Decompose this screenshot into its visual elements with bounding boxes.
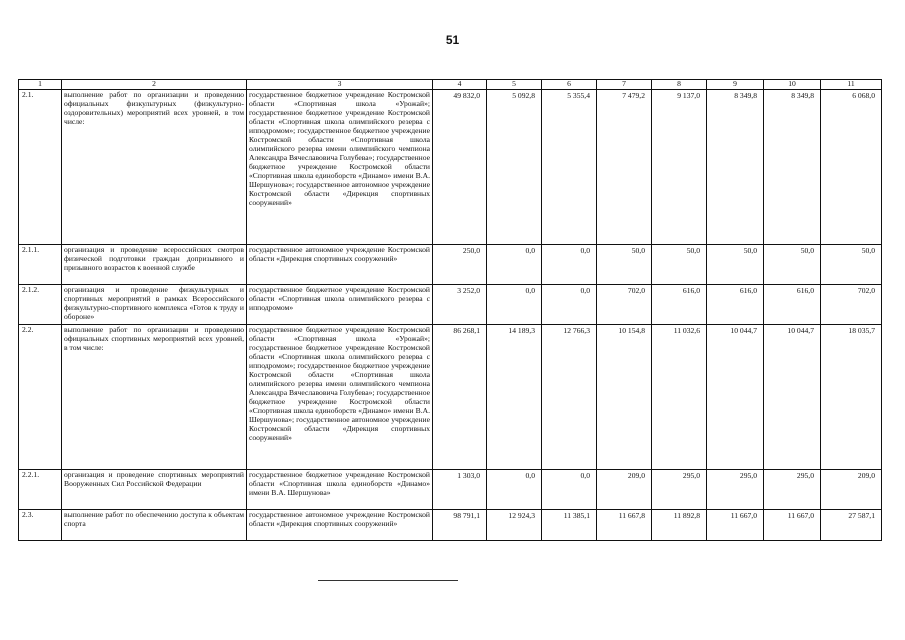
- value-cell: 11 667,8: [597, 510, 652, 541]
- value-cell: 0,0: [487, 245, 542, 285]
- value-cell: 11 892,8: [652, 510, 707, 541]
- row-executor: государственное бюджетное учреждение Костромской области «Спортивная школа олимпийского резерва с ипподромом»: [247, 285, 433, 325]
- value-cell: 50,0: [764, 245, 821, 285]
- value-cell: 616,0: [707, 285, 764, 325]
- header-cell: 3: [247, 80, 433, 90]
- value-cell: 50,0: [821, 245, 882, 285]
- value-cell: 50,0: [652, 245, 707, 285]
- value-cell: 295,0: [652, 470, 707, 510]
- value-cell: 11 667,0: [764, 510, 821, 541]
- row-name: выполнение работ по организации и проведению официальных физкультурных (физкультурно-оздоровительных) мероприятий всех уровней, в том числе:: [62, 90, 247, 245]
- table-row: [19, 285, 882, 325]
- value-cell: 702,0: [597, 285, 652, 325]
- value-cell: 49 832,0: [433, 90, 487, 245]
- value-cell: 12 766,3: [542, 325, 597, 470]
- value-cell: 14 189,3: [487, 325, 542, 470]
- value-cell: 7 479,2: [597, 90, 652, 245]
- value-cell: 616,0: [652, 285, 707, 325]
- row-code: 2.1.: [19, 90, 62, 245]
- table-row: [19, 245, 882, 285]
- table-row: [19, 90, 882, 245]
- value-cell: 295,0: [764, 470, 821, 510]
- row-name: организация и проведение физкультурных и спортивных мероприятий в рамках Всероссийского физкультурно-спортивного комплекса «Готов к труду и обороне»: [62, 285, 247, 325]
- value-cell: 10 044,7: [707, 325, 764, 470]
- value-cell: 0,0: [487, 285, 542, 325]
- value-cell: 3 252,0: [433, 285, 487, 325]
- value-cell: 11 385,1: [542, 510, 597, 541]
- row-code: 2.2.: [19, 325, 62, 470]
- header-cell: 7: [597, 80, 652, 90]
- value-cell: 9 137,0: [652, 90, 707, 245]
- value-cell: 10 154,8: [597, 325, 652, 470]
- value-cell: 702,0: [821, 285, 882, 325]
- header-row: [19, 80, 882, 90]
- value-cell: 50,0: [597, 245, 652, 285]
- budget-table: [18, 79, 882, 541]
- row-executor: государственное бюджетное учреждение Костромской области «Спортивная школа «Урожай»; государственное бюджетное учреждение Костромской области «Спортивная школа олимпийского резерва с ипподромом»; государственное бюджетное учреждение Костромской области «Спортивная школа олимпийского резерва имени олимпийского чемпиона Александра Вячеславовича Голубева»; государственное бюджетное учреждение Костромской области «Спортивная школа единоборств «Динамо» имени В.А. Шершунова»; государственное автономное учреждение Костромской области «Дирекция спортивных сооружений»: [247, 325, 433, 470]
- value-cell: 18 035,7: [821, 325, 882, 470]
- header-cell: 1: [19, 80, 62, 90]
- header-cell: 6: [542, 80, 597, 90]
- value-cell: 11 032,6: [652, 325, 707, 470]
- header-cell: 4: [433, 80, 487, 90]
- value-cell: 1 303,0: [433, 470, 487, 510]
- value-cell: 6 068,0: [821, 90, 882, 245]
- header-cell: 11: [821, 80, 882, 90]
- value-cell: 295,0: [707, 470, 764, 510]
- page-number: 51: [445, 33, 460, 47]
- value-cell: 0,0: [542, 470, 597, 510]
- value-cell: 27 587,1: [821, 510, 882, 541]
- value-cell: 209,0: [597, 470, 652, 510]
- header-cell: 8: [652, 80, 707, 90]
- row-executor: государственное бюджетное учреждение Костромской области «Спортивная школа единоборств «Динамо» имени В.А. Шершунова»: [247, 470, 433, 510]
- row-name: выполнение работ по обеспечению доступа к объектам спорта: [62, 510, 247, 541]
- header-cell: 10: [764, 80, 821, 90]
- value-cell: 86 268,1: [433, 325, 487, 470]
- value-cell: 50,0: [707, 245, 764, 285]
- row-code: 2.1.2.: [19, 285, 62, 325]
- header-cell: 2: [62, 80, 247, 90]
- header-cell: 9: [707, 80, 764, 90]
- value-cell: 0,0: [487, 470, 542, 510]
- row-name: организация и проведение спортивных мероприятий Вооруженных Сил Российской Федерации: [62, 470, 247, 510]
- value-cell: 0,0: [542, 285, 597, 325]
- header-cell: 5: [487, 80, 542, 90]
- row-executor: государственное автономное учреждение Костромской области «Дирекция спортивных сооружений»: [247, 245, 433, 285]
- value-cell: 11 667,0: [707, 510, 764, 541]
- row-code: 2.1.1.: [19, 245, 62, 285]
- value-cell: 5 092,8: [487, 90, 542, 245]
- value-cell: 12 924,3: [487, 510, 542, 541]
- value-cell: 250,0: [433, 245, 487, 285]
- value-cell: 209,0: [821, 470, 882, 510]
- table-row: [19, 470, 882, 510]
- value-cell: 0,0: [542, 245, 597, 285]
- value-cell: 10 044,7: [764, 325, 821, 470]
- row-executor: государственное автономное учреждение Костромской области «Дирекция спортивных сооружений»: [247, 510, 433, 541]
- table-row: [19, 510, 882, 541]
- value-cell: 8 349,8: [764, 90, 821, 245]
- row-name: организация и проведение всероссийских смотров физической подготовки граждан допризывного и призывного возрастов к военной службе: [62, 245, 247, 285]
- value-cell: 8 349,8: [707, 90, 764, 245]
- row-code: 2.3.: [19, 510, 62, 541]
- row-name: выполнение работ по организации и проведению официальных спортивных мероприятий всех уровней, в том числе:: [62, 325, 247, 470]
- row-executor: государственное бюджетное учреждение Костромской области «Спортивная школа «Урожай»; государственное бюджетное учреждение Костромской области «Спортивная школа олимпийского резерва с ипподромом»; государственное бюджетное учреждение Костромской области «Спортивная школа олимпийского резерва имени олимпийского чемпиона Александра Вячеславовича Голубева»; государственное бюджетное учреждение Костромской области «Спортивная школа единоборств «Динамо» имени В.А. Шершунова»; государственное автономное учреждение Костромской области «Дирекция спортивных сооружений»: [247, 90, 433, 245]
- row-code: 2.2.1.: [19, 470, 62, 510]
- value-cell: 98 791,1: [433, 510, 487, 541]
- value-cell: 616,0: [764, 285, 821, 325]
- table-row: [19, 325, 882, 470]
- value-cell: 5 355,4: [542, 90, 597, 245]
- footnote-separator-line: [318, 580, 458, 581]
